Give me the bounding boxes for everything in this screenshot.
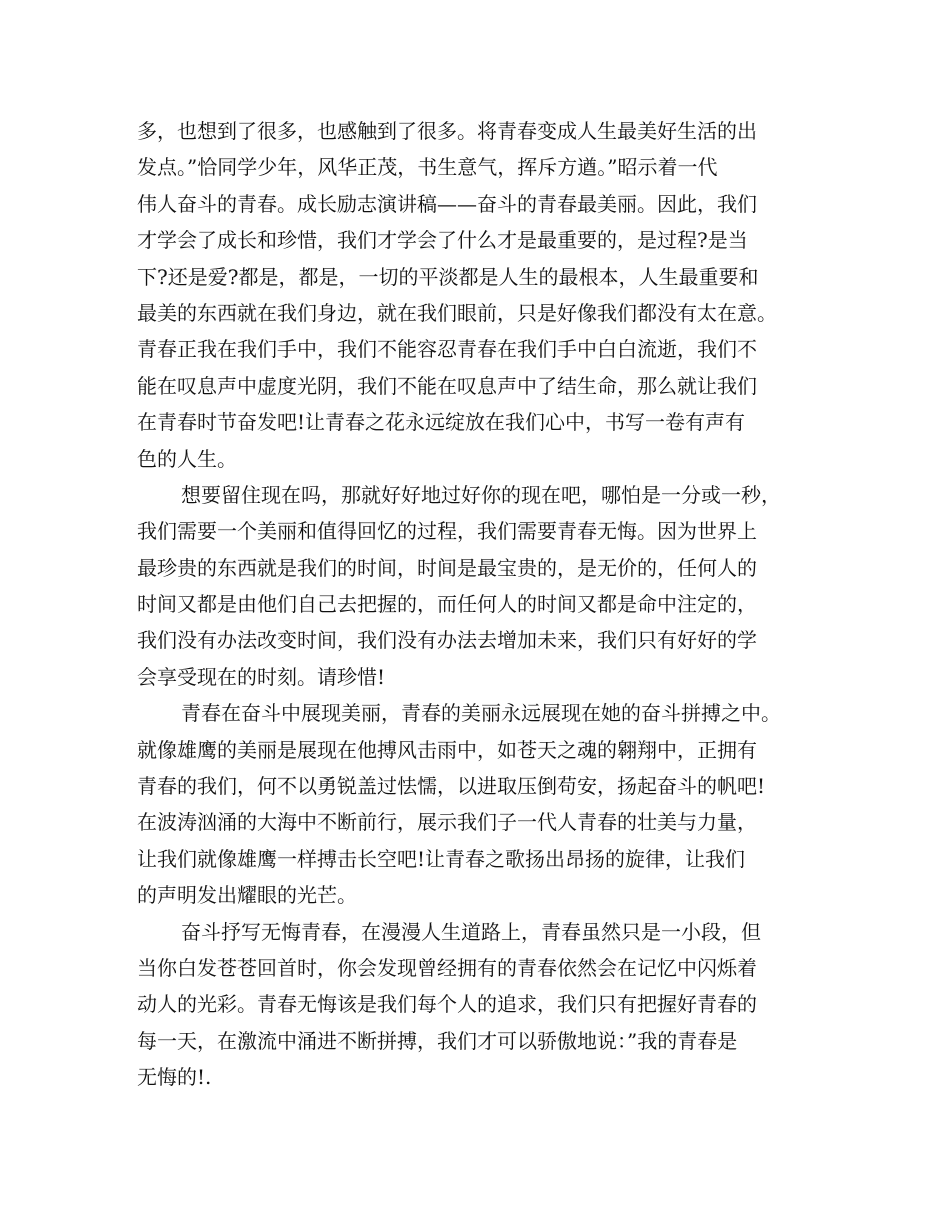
text-line: 色的人生。 — [137, 446, 237, 471]
text-line: 发点。”恰同学少年，风华正茂，书生意气，挥斥方遒。”昭示着一代 — [137, 155, 718, 180]
text-line: 青春的我们，何不以勇锐盖过怯懦，以进取压倒苟安，扬起奋斗的帆吧! — [137, 774, 766, 799]
text-line: 多，也想到了很多，也感触到了很多。将青春变成人生最美好生活的出 — [137, 119, 757, 143]
text-line: 我们需要一个美丽和值得回忆的过程，我们需要青春无悔。因为世界上 — [137, 519, 757, 544]
text-line: 就像雄鹰的美丽是展现在他搏风击雨中，如苍天之魂的翱翔中，正拥有 — [137, 737, 757, 762]
text-line: 当你白发苍苍回首时，你会发现曾经拥有的青春依然会在记忆中闪烁着 — [137, 955, 757, 980]
text-line: 最珍贵的东西就是我们的时间，时间是最宝贵的，是无价的，任何人的 — [137, 555, 757, 580]
paragraph-first-line: 奋斗抒写无悔青春，在漫漫人生道路上，青春虽然只是一小段，但 — [181, 919, 761, 944]
text-line: 我们没有办法改变时间，我们没有办法去增加未来，我们只有好好的学 — [137, 628, 757, 653]
text-line: 最美的东西就在我们身边，就在我们眼前，只是好像我们都没有太在意。 — [137, 300, 777, 325]
text-line: 在波涛汹涌的大海中不断前行，展示我们子一代人青春的壮美与力量， — [137, 810, 757, 835]
paragraph-first-line: 青春在奋斗中展现美丽，青春的美丽永远展现在她的奋斗拼搏之中。 — [181, 701, 781, 726]
text-line: 伟人奋斗的青春。成长励志演讲稿——奋斗的青春最美丽。因此，我们 — [137, 191, 757, 216]
text-line: 动人的光彩。青春无悔该是我们每个人的追求，我们只有把握好青春的 — [137, 992, 757, 1017]
paragraph-first-line: 想要留住现在吗，那就好好地过好你的现在吧，哪怕是一分或一秒， — [181, 482, 781, 507]
text-line: 在青春时节奋发吧!让青春之花永远绽放在我们心中，书写一卷有声有 — [137, 410, 746, 435]
text-line: 的声明发出耀眼的光芒。 — [137, 883, 357, 908]
text-line: 会享受现在的时刻。请珍惜! — [137, 664, 386, 689]
text-line: 能在叹息声中虚度光阴，我们不能在叹息声中了结生命，那么就让我们 — [137, 373, 757, 398]
text-line: 下?还是爱?都是，都是，一切的平淡都是人生的最根本，人生最重要和 — [137, 264, 759, 289]
text-line: 才学会了成长和珍惜，我们才学会了什么才是最重要的，是过程?是当 — [137, 228, 748, 253]
text-line: 每一天，在激流中涌进不断拼搏，我们才可以骄傲地说：”我的青春是 — [137, 1028, 738, 1053]
text-line: 无悔的!. — [137, 1065, 212, 1090]
text-line: 让我们就像雄鹰一样搏击长空吧!让青春之歌扬出昂扬的旋律，让我们 — [137, 846, 746, 871]
text-line: 青春正我在我们手中，我们不能容忍青春在我们手中白白流逝，我们不 — [137, 337, 757, 362]
text-line: 时间又都是由他们自己去把握的，而任何人的时间又都是命中注定的， — [137, 592, 757, 617]
document-body — [137, 113, 827, 1096]
